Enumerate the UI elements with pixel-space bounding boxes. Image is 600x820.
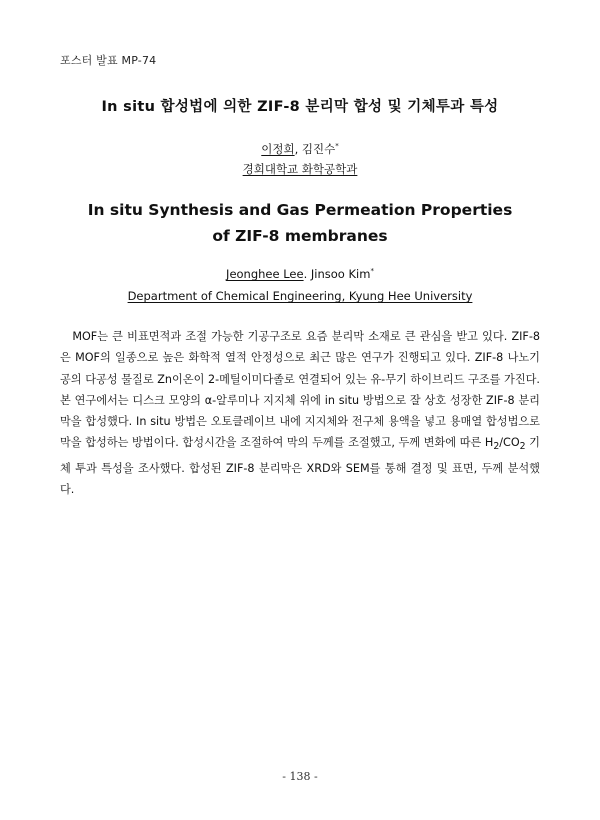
author-en-second: Jinsoo Kim <box>310 267 371 281</box>
affiliation-english <box>0 289 600 303</box>
abstract-body <box>60 326 540 501</box>
affiliation-kr-text: 경희대학교 화학공학과 <box>242 162 358 176</box>
abstract-part2: /CO <box>499 436 520 450</box>
title-en-line2: of ZIF-8 membranes <box>212 227 388 245</box>
title-korean: In situ 합성법에 의한 ZIF-8 분리막 합성 및 기체투과 특성 <box>101 99 499 115</box>
author-kr-second: 김진수 <box>301 142 336 156</box>
abstract-sub-co2: 2 <box>519 441 526 453</box>
affiliation-korean <box>0 161 600 177</box>
corresponding-mark-kr: * <box>335 142 339 151</box>
session-tag: 포스터 발표 MP-74 <box>60 54 157 67</box>
corresponding-mark-en: * <box>370 267 374 276</box>
abstract-part1: MOF는 큰 비표면적과 조절 가능한 기공구조로 요즘 분리막 소재로 큰 관심을 받고 있다. ZIF-8은 MOF의 일종으로 높은 화학적 열적 안정성으로 최근 많은 연구가 진행되고 있다. ZIF-8 나노기공의 다공성 물질로 Zn이온이 2-메틸이미다졸로 연결되어 있는 유-무기 하이브리드 구조를 가진다. 본 연구에서는 디스크 모양의 α-알루미나 지지체 위에 in situ 방법으로 잘 상호 성장한 ZIF-8 분리막을 합성했다. In situ 방법은 오토클레이브 내에 지지체와 전구체 용액을 넣고 용매열 합성법으로 막을 합성하는 방법이다. 합성시간을 조절하여 막의 두께를 조절했고, 두께 변화에 따른 H <box>60 330 540 450</box>
authors-korean <box>0 141 600 157</box>
page-number: - 138 - <box>282 770 318 783</box>
affiliation-en-text: Department of Chemical Engineering, Kyung Hee University <box>127 289 473 303</box>
abstract-sub-h2: 2 <box>493 441 500 453</box>
author-en-separator: . <box>303 267 311 281</box>
author-kr-first: 이정희 <box>261 142 295 156</box>
title-en-line1: In situ Synthesis and Gas Permeation Properties <box>87 201 513 219</box>
authors-english <box>0 267 600 281</box>
title-english <box>0 197 600 249</box>
author-en-first: Jeonghee Lee <box>226 267 304 281</box>
author-kr-separator: , <box>294 142 302 156</box>
abstract-part3: 기체 투과 특성을 조사했다. 합성된 ZIF-8 분리막은 XRD와 SEM를 통해 결정 및 표면, 두께 분석했다. <box>60 436 540 497</box>
